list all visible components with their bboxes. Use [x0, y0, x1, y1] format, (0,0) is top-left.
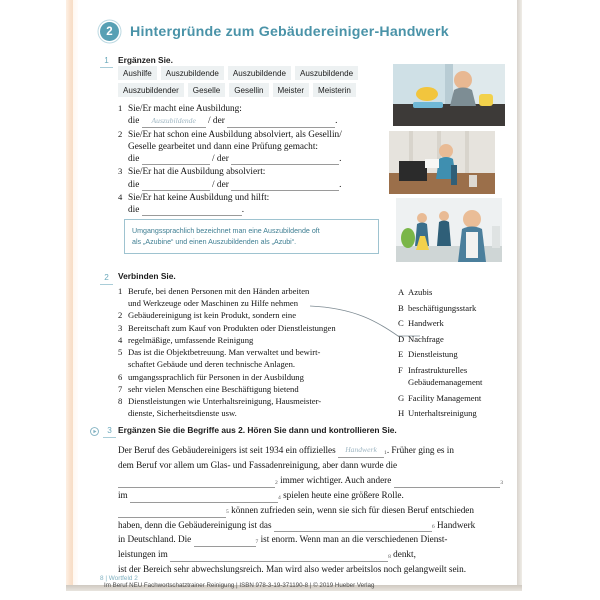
item-text: Nachfrage	[408, 333, 444, 344]
cloze-text: ist der Bereich sehr abwechslungsreich. Man wird also weder arbeitslos noch gelangweilt sein.	[118, 564, 466, 575]
cloze-blank-2[interactable]	[118, 477, 275, 488]
item-article: die	[128, 154, 140, 165]
cloze-text: denkt,	[393, 549, 416, 560]
cloze-blank-6[interactable]	[274, 521, 432, 532]
cloze-text: immer wichtiger. Auch andere	[280, 474, 392, 485]
item-marker: 1	[118, 103, 123, 113]
exercise-1-item	[118, 166, 388, 191]
item-text-cont: dienste, Sicherheitsdienste usw.	[128, 408, 237, 419]
item-prompt: Sie/Er hat die Ausbildung absolviert:	[128, 167, 266, 178]
info-box	[124, 219, 379, 254]
answer-blank-1[interactable]	[227, 116, 338, 128]
item-end: .	[339, 179, 342, 190]
match-right-item[interactable]	[398, 333, 513, 345]
item-marker: 8	[118, 396, 123, 407]
item-text: Azubis	[408, 287, 433, 297]
item-end: .	[335, 116, 338, 127]
item-text: regelmäßige, umfassende Reinigung	[128, 334, 254, 345]
answer-blank-3a[interactable]	[142, 180, 210, 191]
exercise-1-item	[118, 129, 388, 166]
item-marker: H	[398, 408, 405, 419]
item-text: Dienstleistung	[408, 349, 458, 360]
match-right-item[interactable]	[398, 317, 513, 329]
exercise-1-item	[118, 103, 388, 128]
match-right-item[interactable]	[398, 392, 513, 404]
answer-filled-1[interactable]: Auszubildende	[142, 116, 206, 128]
cloze-text: . Früher ging es in	[386, 445, 454, 455]
footer-page-label: 8 | Wortfeld 2	[100, 575, 138, 582]
item-prompt: Sie/Er hat schon eine Ausbildung absolviert, als Gesellin/	[128, 129, 342, 140]
info-box-line-2: als „Azubine“ und einen Auszubildenden als „Azubi“.	[132, 237, 297, 246]
cloze-blank-8[interactable]	[170, 551, 388, 562]
cloze-text: haben, denn die Gebäudereinigung ist das	[118, 519, 272, 530]
item-marker: 2	[118, 310, 123, 321]
word-chip[interactable]: Auszubildende	[295, 66, 358, 80]
item-prompt: Sie/Er macht eine Ausbildung:	[128, 104, 242, 114]
item-article: die	[128, 179, 140, 190]
item-marker: 4	[118, 191, 123, 202]
item-text: Bereitschaft zum Kauf von Produkten oder Dienstleistungen	[128, 322, 336, 333]
word-bank-row-2	[118, 83, 368, 97]
cloze-sup-6: 6	[431, 524, 435, 531]
exercise-2-right-column	[398, 286, 513, 423]
item-marker: 5	[118, 347, 123, 358]
cloze-text: ist enorm. Wenn man an die verschiedenen Dienst-	[260, 534, 448, 545]
section-number-badge: 2	[100, 22, 119, 41]
photo-cleaning-team	[396, 198, 502, 262]
photo-office-cleaner	[389, 131, 495, 194]
word-chip[interactable]: Meister	[273, 83, 310, 97]
cloze-sup-1: 1	[384, 449, 387, 456]
cloze-blank-5[interactable]	[118, 507, 226, 518]
item-text: Berufe, bei denen Personen mit den Händen arbeiten	[128, 286, 310, 296]
play-icon[interactable]	[90, 427, 99, 436]
exercise-3-number: 3	[103, 426, 116, 438]
item-end: .	[339, 154, 342, 165]
match-right-item[interactable]	[398, 364, 513, 389]
word-chip[interactable]: Gesellin	[229, 83, 268, 97]
match-right-item[interactable]	[398, 302, 513, 314]
cloze-sup-3: 3	[500, 479, 503, 486]
exercise-2-instruction: Verbinden Sie.	[118, 271, 176, 281]
exercise-1-number: 1	[100, 56, 113, 68]
item-marker: F	[398, 364, 403, 375]
item-text: umgangssprachlich für Personen in der Ausbildung	[128, 371, 304, 382]
item-prompt-cont: Geselle gearbeitet und dann eine Prüfung gemacht:	[128, 141, 319, 152]
cloze-text: spielen heute eine größere Rolle.	[283, 489, 404, 500]
item-text: Gebäudereinigung ist kein Produkt, sondern eine	[128, 310, 297, 321]
answer-blank-2a[interactable]	[142, 154, 210, 165]
section-header	[100, 22, 449, 41]
item-marker: C	[398, 318, 404, 329]
cloze-text: können zufrieden sein, wenn sie sich für diesen Beruf entschieden	[231, 504, 474, 515]
word-chip[interactable]: Auszubildende	[161, 66, 224, 80]
item-marker: D	[398, 333, 405, 344]
exercise-3-instruction: Ergänzen Sie die Begriffe aus 2. Hören Sie dann und kontrollieren Sie.	[118, 425, 397, 435]
match-right-item[interactable]	[398, 348, 513, 360]
item-end: .	[241, 205, 245, 216]
answer-blank-2b[interactable]	[231, 154, 342, 165]
item-marker: 4	[118, 334, 123, 345]
item-marker: 6	[118, 371, 123, 382]
cloze-sup-7: 7	[255, 539, 259, 546]
info-box-line-1: Umgangssprachlich bezeichnet man eine Auszubildende oft	[132, 227, 320, 235]
item-marker: A	[398, 287, 405, 297]
exercise-3-cloze-text	[118, 443, 503, 577]
item-text-cont: Gebäudemanagement	[408, 377, 483, 388]
item-article: die	[128, 116, 140, 127]
item-marker: E	[398, 349, 404, 360]
cloze-text: in Deutschland. Die	[118, 534, 192, 545]
word-chip[interactable]: Auszubildende	[228, 66, 291, 80]
item-text: beschäftigungsstark	[408, 302, 477, 313]
item-text: Dienstleistungen wie Unterhaltsreinigung, Hausmeister-	[128, 396, 322, 407]
cloze-sup-8: 8	[388, 554, 391, 561]
cloze-text: Der Beruf des Gebäudereinigers ist seit 1934 ein offizielles	[118, 445, 336, 455]
item-separator: / der	[212, 154, 229, 165]
photo-window-cleaner	[393, 64, 505, 126]
word-chip[interactable]: Auszubildender	[118, 83, 184, 97]
cloze-sup-5: 5	[226, 509, 229, 516]
cloze-text: leistungen im	[118, 549, 168, 560]
cloze-text: dem Beruf vor allem um Glas- und Fassadenreinigung, aber dann wurde die	[118, 459, 398, 470]
cloze-blank-4[interactable]	[130, 492, 278, 503]
cloze-sup-2: 2	[274, 479, 278, 486]
item-text: Facility Management	[408, 392, 482, 403]
cloze-filled-1[interactable]: Handwerk	[338, 444, 384, 458]
item-text: Handwerk	[408, 318, 444, 329]
page-right-edge	[517, 0, 522, 585]
cloze-text: im	[118, 489, 128, 500]
answer-blank-3b[interactable]	[231, 179, 342, 191]
item-marker: 3	[118, 166, 123, 177]
exercise-2-number: 2	[100, 273, 113, 285]
item-text-cont: schaftet Gebäude und deren technische Anlagen.	[128, 359, 296, 370]
item-text: Unterhaltsreinigung	[408, 408, 477, 419]
page-binding-strip	[66, 0, 73, 585]
item-marker: B	[398, 302, 404, 313]
match-left-item[interactable]	[118, 396, 390, 420]
item-text: Das ist die Objektbetreuung. Man verwaltet und bewirt-	[128, 347, 321, 358]
cloze-sup-4: 4	[278, 494, 281, 501]
page-title: Hintergründe zum Gebäudereiniger-Handwerk	[130, 23, 449, 40]
word-chip[interactable]: Geselle	[188, 83, 225, 97]
word-chip[interactable]: Aushilfe	[118, 66, 157, 80]
match-left-item[interactable]	[118, 384, 390, 396]
item-separator: / der	[208, 116, 225, 127]
item-separator: / der	[212, 179, 229, 190]
item-marker: G	[398, 392, 405, 403]
cloze-blank-3[interactable]	[394, 477, 501, 488]
item-marker: 2	[118, 128, 123, 139]
word-chip[interactable]: Meisterin	[313, 83, 356, 97]
item-prompt: Sie/Er hat keine Ausbildung und hilft:	[128, 192, 270, 203]
match-right-item[interactable]	[398, 286, 513, 298]
match-right-item[interactable]	[398, 407, 513, 419]
cloze-blank-7[interactable]	[194, 536, 256, 547]
word-bank	[118, 66, 368, 97]
item-text: Infrastrukturelles	[408, 364, 468, 375]
cloze-text: Handwerk	[436, 519, 476, 530]
word-bank-row-1	[118, 66, 368, 80]
item-article: die	[128, 205, 140, 216]
exercise-1-items	[118, 103, 388, 217]
item-marker: 1	[118, 286, 123, 296]
item-marker: 3	[118, 322, 123, 333]
item-text: sehr vielen Menschen eine Beschäftigung bietend	[128, 383, 299, 394]
exercise-1-instruction: Ergänzen Sie.	[118, 55, 173, 65]
item-text-cont: und Werkzeuge oder Maschinen zu Hilfe nehmen	[128, 297, 299, 308]
match-left-item[interactable]	[118, 372, 390, 384]
answer-blank-4[interactable]	[142, 205, 245, 216]
footer-imprint: Im Beruf NEU Fachwortschatztrainer Reinigung | ISBN 978-3-19-371190-8 | © 2019 Hueber Verlag	[104, 582, 375, 589]
exercise-1-item	[118, 192, 388, 217]
item-marker: 7	[118, 383, 123, 394]
